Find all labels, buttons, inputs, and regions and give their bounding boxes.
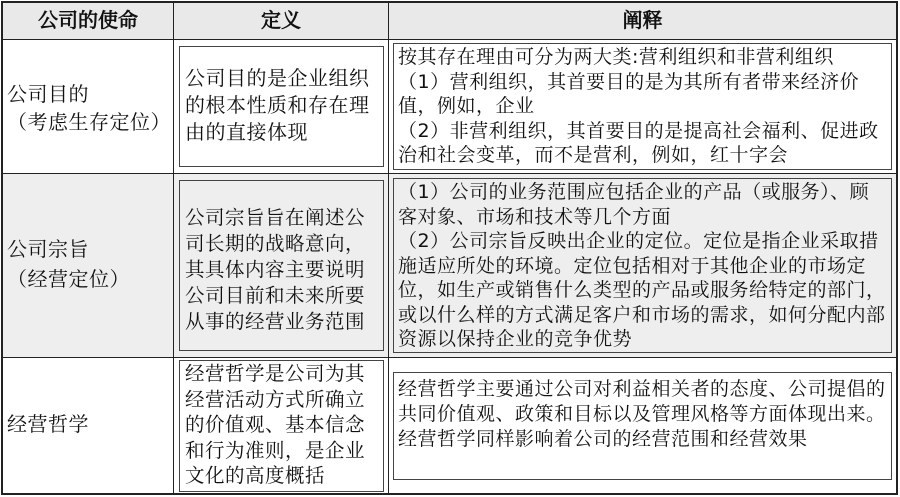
explanation-cell [388,174,896,357]
definition-text: 经营哲学是公司为其经营活动方式所确立的价值观、基本信念和行为准则，是企业文化的高度概括 [185,362,366,487]
table-row [3,39,896,173]
explanation-line: （2）公司宗旨反映出企业的定位。定位是指企业采取措施适应所处的环境。定位包括相对于其他企业的市场定位，如生产或销售什么类型的产品或服务给特定的部门，或以什么样的方式满足客户和市场的需求，如何分配内部资源以保持企业的竞争优势 [398,230,886,350]
row-subtitle: （经营定位） [7,267,130,291]
explanation-line: 按其存在理由可分为两大类:营利组织和非营利组织 [398,46,834,68]
header-definition: 定义 [173,3,388,39]
row-title: 经营哲学 [7,412,89,436]
row-title-cell [3,174,173,357]
explanation-line: （1）营利组织，其首要目的是为其所有者带来经济价值，例如，企业 [398,70,860,117]
definition-cell [173,40,388,173]
explanation-line: 经营哲学主要通过公司对利益相关者的态度、公司提倡的共同价值观、政策和目标以及管理风格等方面体现出来。经营哲学同样影响着公司的经营范围和经营效果 [398,378,886,450]
table-row [3,357,896,494]
row-title: 公司目的 [7,82,89,106]
row-title-cell [3,40,173,173]
header-mission: 公司的使命 [3,3,173,39]
explanation-cell [388,358,896,494]
explanation-cell [388,40,896,173]
explanation-line: （1）公司的业务范围应包括企业的产品（或服务）、顾客对象、市场和技术等几个方面 [398,181,870,228]
mission-table [1,1,898,495]
definition-text: 公司宗旨旨在阐述公司长期的战略意向，其具体内容主要说明公司目前和未来所要从事的经营业务范围 [185,206,366,333]
definition-cell [173,358,388,494]
table-row [3,173,896,357]
definition-text: 公司目的是企业组织的根本性质和存在理由的直接体现 [185,66,370,144]
header-explanation: 阐释 [388,3,896,39]
table-header-row [3,3,896,39]
explanation-line: （2）非营利组织，其首要目的是提高社会福利、促进政治和社会变革，而不是营利，例如，红十字会 [398,119,879,166]
row-title-cell [3,358,173,494]
row-title: 公司宗旨 [7,237,89,261]
definition-cell [173,174,388,357]
row-subtitle: （考虑生存定位） [7,110,171,134]
